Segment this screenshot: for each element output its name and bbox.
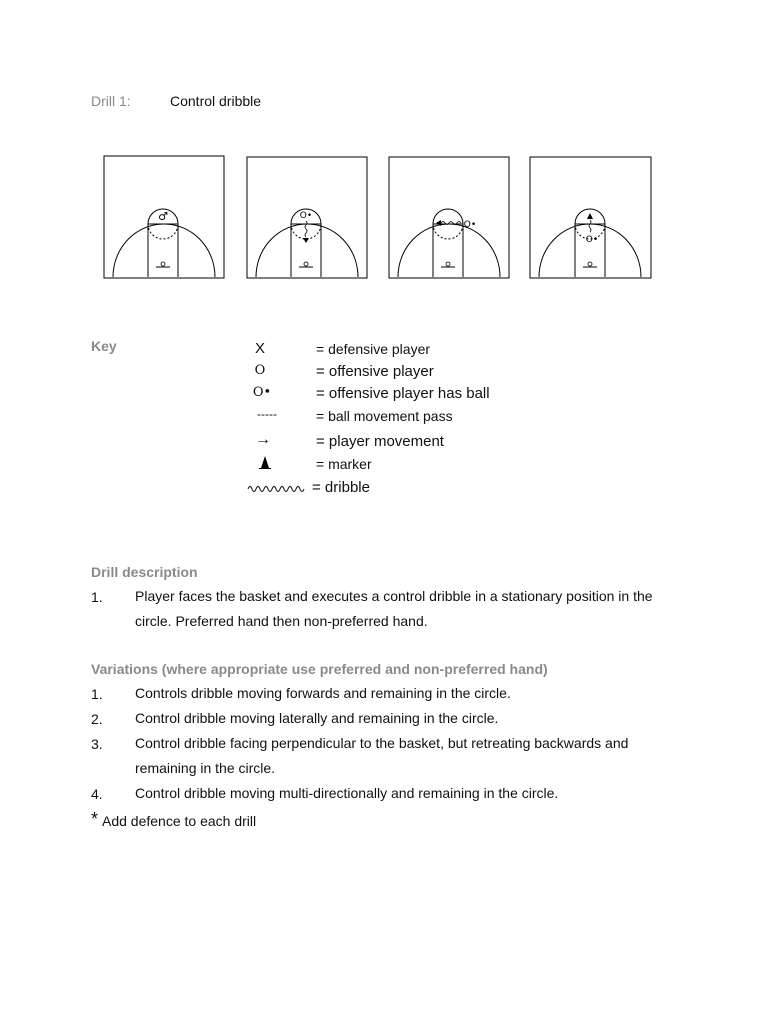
marker-icon [258,456,272,475]
description-text [135,584,695,634]
variation-number-2: 2. [91,711,103,727]
variation-number-4: 4. [91,786,103,802]
variation-3-line-2: remaining in the circle. [135,760,276,776]
description-line-1: Player faces the basket and executes a control dribble in a stationary position in the [135,588,653,604]
court-diagram-1 [103,155,225,279]
variation-text-4: Control dribble moving multi-directionally and remaining in the circle. [135,785,559,801]
key-text-ball: = offensive player has ball [316,385,490,402]
variation-text-2: Control dribble moving laterally and remaining in the circle. [135,710,499,726]
key-heading: Key [91,338,117,354]
drill-label: Drill 1: [91,93,131,109]
court-diagram-2 [246,156,368,279]
key-text-pass: = ball movement pass [316,408,453,424]
player-symbol: O• [585,235,599,245]
key-symbol-ball: O• [252,385,272,400]
dribble-icon [247,482,305,500]
key-text-dribble: = dribble [312,479,370,496]
description-line-2: circle. Preferred hand then non-preferred hand. [135,613,428,629]
key-symbol-offensive: O [254,363,266,378]
variation-text-1: Controls dribble moving forwards and remaining in the circle. [135,685,511,701]
key-text-defensive: = defensive player [316,341,431,357]
variation-text-3 [135,731,695,781]
key-text-movement: = player movement [316,433,444,450]
drill-title: Control dribble [170,93,262,109]
key-text-offensive: = offensive player [316,363,434,380]
description-number: 1. [91,589,103,605]
note-star: * [91,809,99,829]
key-symbol-movement: → [255,431,271,448]
variation-number-1: 1. [91,686,103,702]
player-symbol: ♂ [158,210,168,223]
player-symbol: O• [463,220,477,230]
variation-3-line-1: Control dribble facing perpendicular to the basket, but retreating backwards and [135,735,629,751]
key-symbol-defensive: X [254,340,265,357]
description-heading: Drill description [91,564,198,580]
player-symbol: O• [299,211,313,221]
variation-number-3: 3. [91,736,103,752]
variations-heading: Variations (where appropriate use preferred and non-preferred hand) [91,661,548,677]
court-diagram-3 [388,156,510,279]
court-diagram-4 [529,156,652,279]
note-text: Add defence to each drill [102,813,257,829]
key-symbol-pass: ----- [257,407,277,421]
key-text-marker: = marker [316,456,372,472]
